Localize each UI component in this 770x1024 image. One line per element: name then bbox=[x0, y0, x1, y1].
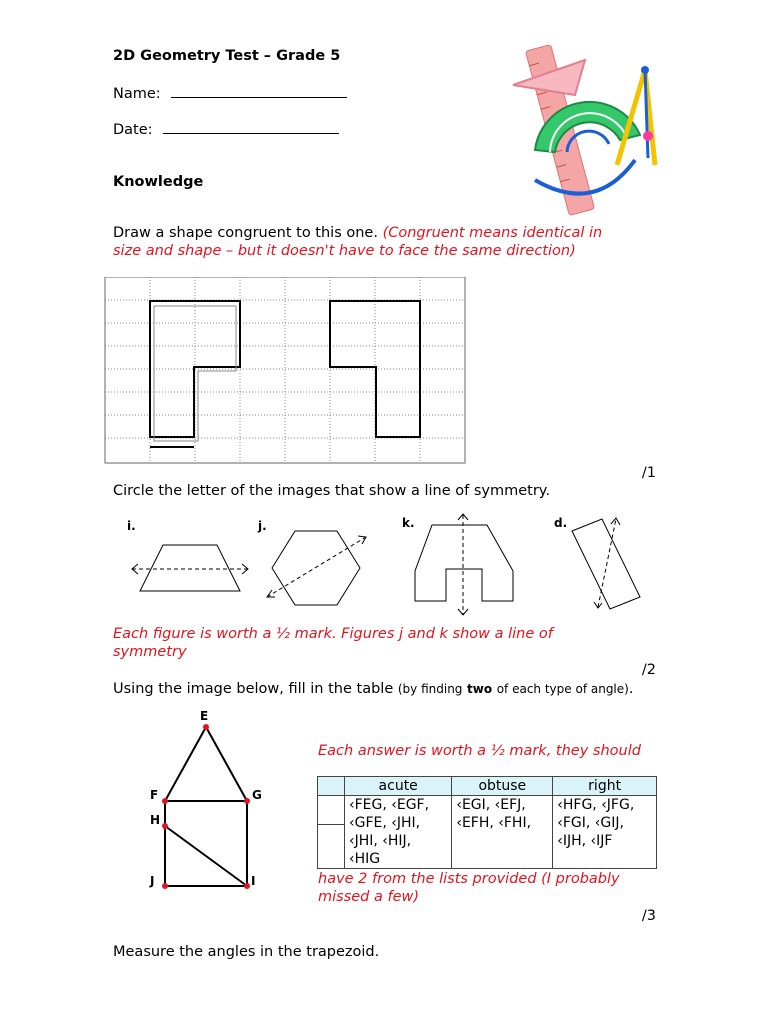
house-figure bbox=[140, 705, 280, 895]
q1-hint-2: size and shape – but it doesn't have to face the same direction) bbox=[113, 243, 576, 259]
figure-label-d: d. bbox=[554, 516, 568, 530]
obtuse-answer: ‹EGI, ‹EFJ, bbox=[456, 797, 526, 813]
point-label-e: E bbox=[200, 709, 209, 723]
obtuse-answer: ‹EFH, ‹FHI, bbox=[456, 815, 532, 831]
q3-prompt-start: Using the image below, fill in the table bbox=[113, 681, 394, 697]
figure-i-trapezoid bbox=[132, 545, 248, 591]
right-answer: ‹HFG, ‹JFG, bbox=[557, 797, 635, 813]
point-label-i: I bbox=[251, 874, 256, 888]
q3-prompt-small-b: of each type of angle) bbox=[496, 682, 629, 696]
q4-prompt: Measure the angles in the trapezoid. bbox=[113, 944, 380, 960]
name-label: Name: bbox=[113, 86, 161, 102]
acute-answer: ‹FEG, ‹EGF, bbox=[349, 797, 430, 813]
point-label-j: J bbox=[150, 874, 155, 888]
date-label: Date: bbox=[113, 122, 153, 138]
geometry-tools-clipart bbox=[505, 40, 665, 220]
q2-score: /2 bbox=[641, 662, 656, 678]
date-line bbox=[113, 119, 339, 139]
q3-answer-bottom-2: missed a few) bbox=[318, 889, 420, 905]
table-corner bbox=[318, 777, 345, 796]
cell-right[interactable] bbox=[553, 796, 657, 869]
date-blank[interactable] bbox=[163, 119, 339, 134]
row-stub bbox=[318, 796, 345, 869]
q3-prompt bbox=[113, 680, 633, 698]
section-knowledge: Knowledge bbox=[113, 174, 204, 190]
header-right: right bbox=[553, 777, 657, 796]
symmetry-figures bbox=[110, 505, 660, 620]
point-label-g: G bbox=[252, 788, 262, 802]
figure-label-j: j. bbox=[258, 519, 267, 533]
figure-k-arch bbox=[415, 514, 513, 615]
name-line bbox=[113, 83, 347, 103]
acute-answer: ‹GFE, ‹JHI, bbox=[349, 815, 421, 831]
q1-prompt: Draw a shape congruent to this one. bbox=[113, 225, 378, 241]
q2-answer-1: Each figure is worth a ½ mark. Figures j and k show a line of bbox=[113, 626, 553, 642]
q2-answer-2: symmetry bbox=[113, 644, 187, 660]
figure-d-rectangle bbox=[572, 518, 640, 609]
figure-j-hexagon bbox=[267, 531, 366, 605]
name-blank[interactable] bbox=[171, 83, 347, 98]
q1-score: /1 bbox=[641, 465, 656, 481]
point-label-h: H bbox=[150, 813, 161, 827]
figure-label-k: k. bbox=[402, 516, 415, 530]
q3-prompt-bold: two bbox=[467, 682, 493, 696]
page-title: 2D Geometry Test – Grade 5 bbox=[113, 48, 341, 64]
point-label-f: F bbox=[150, 788, 159, 802]
header-obtuse: obtuse bbox=[452, 777, 553, 796]
q3-prompt-small-a: (by finding bbox=[397, 682, 463, 696]
q1-prompt-line1 bbox=[113, 224, 602, 242]
right-answer: ‹FGI, ‹GIJ, bbox=[557, 815, 624, 831]
q3-answer-top: Each answer is worth a ½ mark, they should bbox=[318, 743, 641, 759]
cell-obtuse[interactable] bbox=[452, 796, 553, 869]
header-acute: acute bbox=[345, 777, 452, 796]
congruence-grid bbox=[104, 277, 466, 465]
q2-prompt: Circle the letter of the images that show a line of symmetry. bbox=[113, 483, 550, 499]
figure-label-i: i. bbox=[127, 519, 136, 533]
acute-answer: ‹HIG bbox=[349, 851, 381, 867]
q1-hint-1: (Congruent means identical in bbox=[382, 225, 603, 241]
acute-answer: ‹JHI, ‹HIJ, bbox=[349, 833, 412, 849]
q3-answer-bottom-1: have 2 from the lists provided (I probably bbox=[318, 871, 620, 887]
right-answer: ‹IJH, ‹IJF bbox=[557, 833, 613, 849]
q3-prompt-end: . bbox=[628, 681, 634, 697]
angle-table bbox=[317, 776, 657, 869]
q3-score: /3 bbox=[641, 908, 656, 924]
rotated-shape bbox=[330, 301, 420, 437]
cell-acute[interactable] bbox=[345, 796, 452, 869]
